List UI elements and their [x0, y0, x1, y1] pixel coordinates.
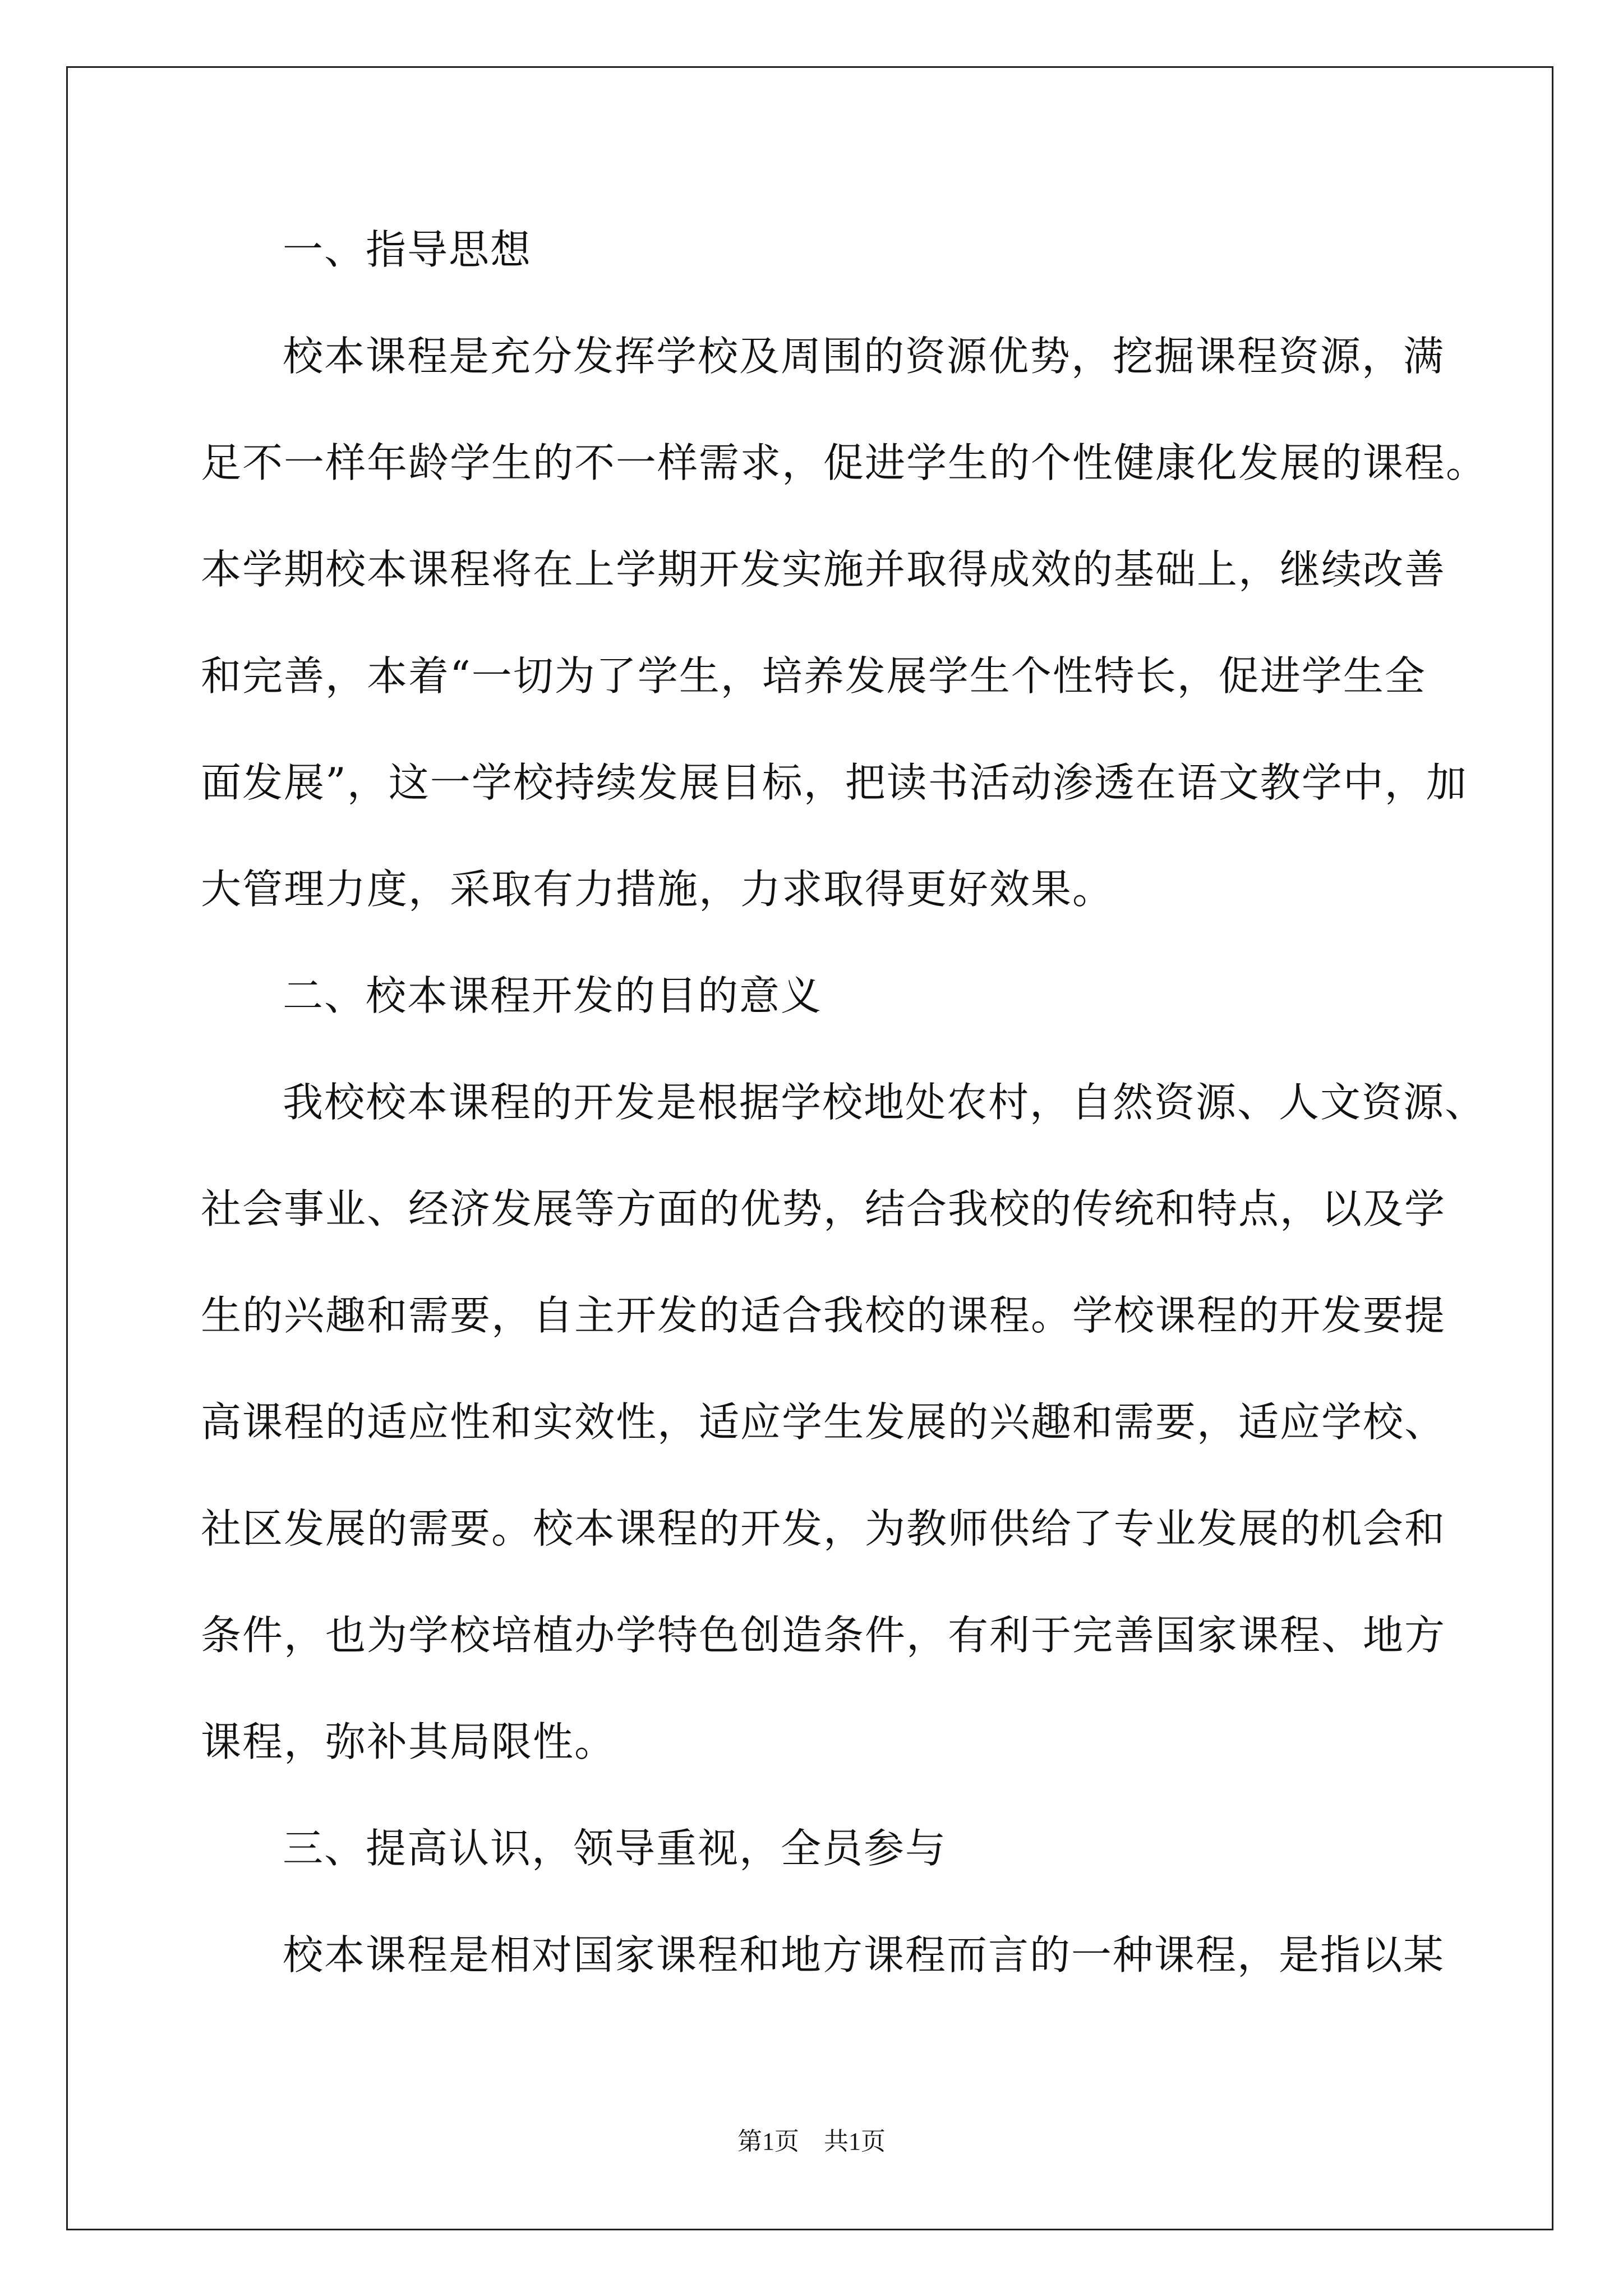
page-footer: [0, 2125, 1623, 2159]
section-heading-guiding-thought: 一、指导思想: [283, 226, 532, 273]
paragraph-line: 校本课程是相对国家课程和地方课程而言的一种课程，是指以某: [283, 1931, 1445, 1978]
paragraph-line: 课程，弥补其局限性。: [201, 1718, 616, 1765]
paragraph-line: 社区发展的需要。校本课程的开发，为教师供给了专业发展的机会和: [201, 1505, 1446, 1552]
document-body: [201, 219, 1488, 2031]
paragraph-line: 校本课程是充分发挥学校及周围的资源优势，挖掘课程资源，满: [283, 333, 1445, 380]
paragraph-line: 和完善，本着“一切为了学生，培养发展学生个性特长，促进学生全: [201, 652, 1426, 700]
paragraph-line: 大管理力度，采取有力措施，力求取得更好效果。: [201, 866, 1114, 913]
section-heading-purpose: 二、校本课程开发的目的意义: [283, 972, 823, 1019]
paragraph-line: 面发展”，这一学校持续发展目标，把读书活动渗透在语文教学中，加: [201, 759, 1468, 806]
page-total: 共1页: [824, 2128, 886, 2155]
paragraph-line: 条件，也为学校培植办学特色创造条件，有利于完善国家课程、地方: [201, 1612, 1446, 1659]
paragraph-line: 高课程的适应性和实效性，适应学生发展的兴趣和需要，适应学校、: [201, 1398, 1446, 1446]
paragraph-line: 足不一样年龄学生的不一样需求，促进学生的个性健康化发展的课程。: [201, 439, 1488, 486]
section-heading-awareness: 三、提高认识，领导重视，全员参与: [283, 1825, 947, 1872]
paragraph-line: 社会事业、经济发展等方面的优势，结合我校的传统和特点，以及学: [201, 1185, 1446, 1232]
page-number: 第1页: [737, 2128, 799, 2155]
paragraph-line: 本学期校本课程将在上学期开发实施并取得成效的基础上，继续改善: [201, 546, 1446, 593]
paragraph-line: 生的兴趣和需要，自主开发的适合我校的课程。学校课程的开发要提: [201, 1292, 1446, 1339]
paragraph-line: 我校校本课程的开发是根据学校地处农村，自然资源、人文资源、: [283, 1079, 1487, 1126]
